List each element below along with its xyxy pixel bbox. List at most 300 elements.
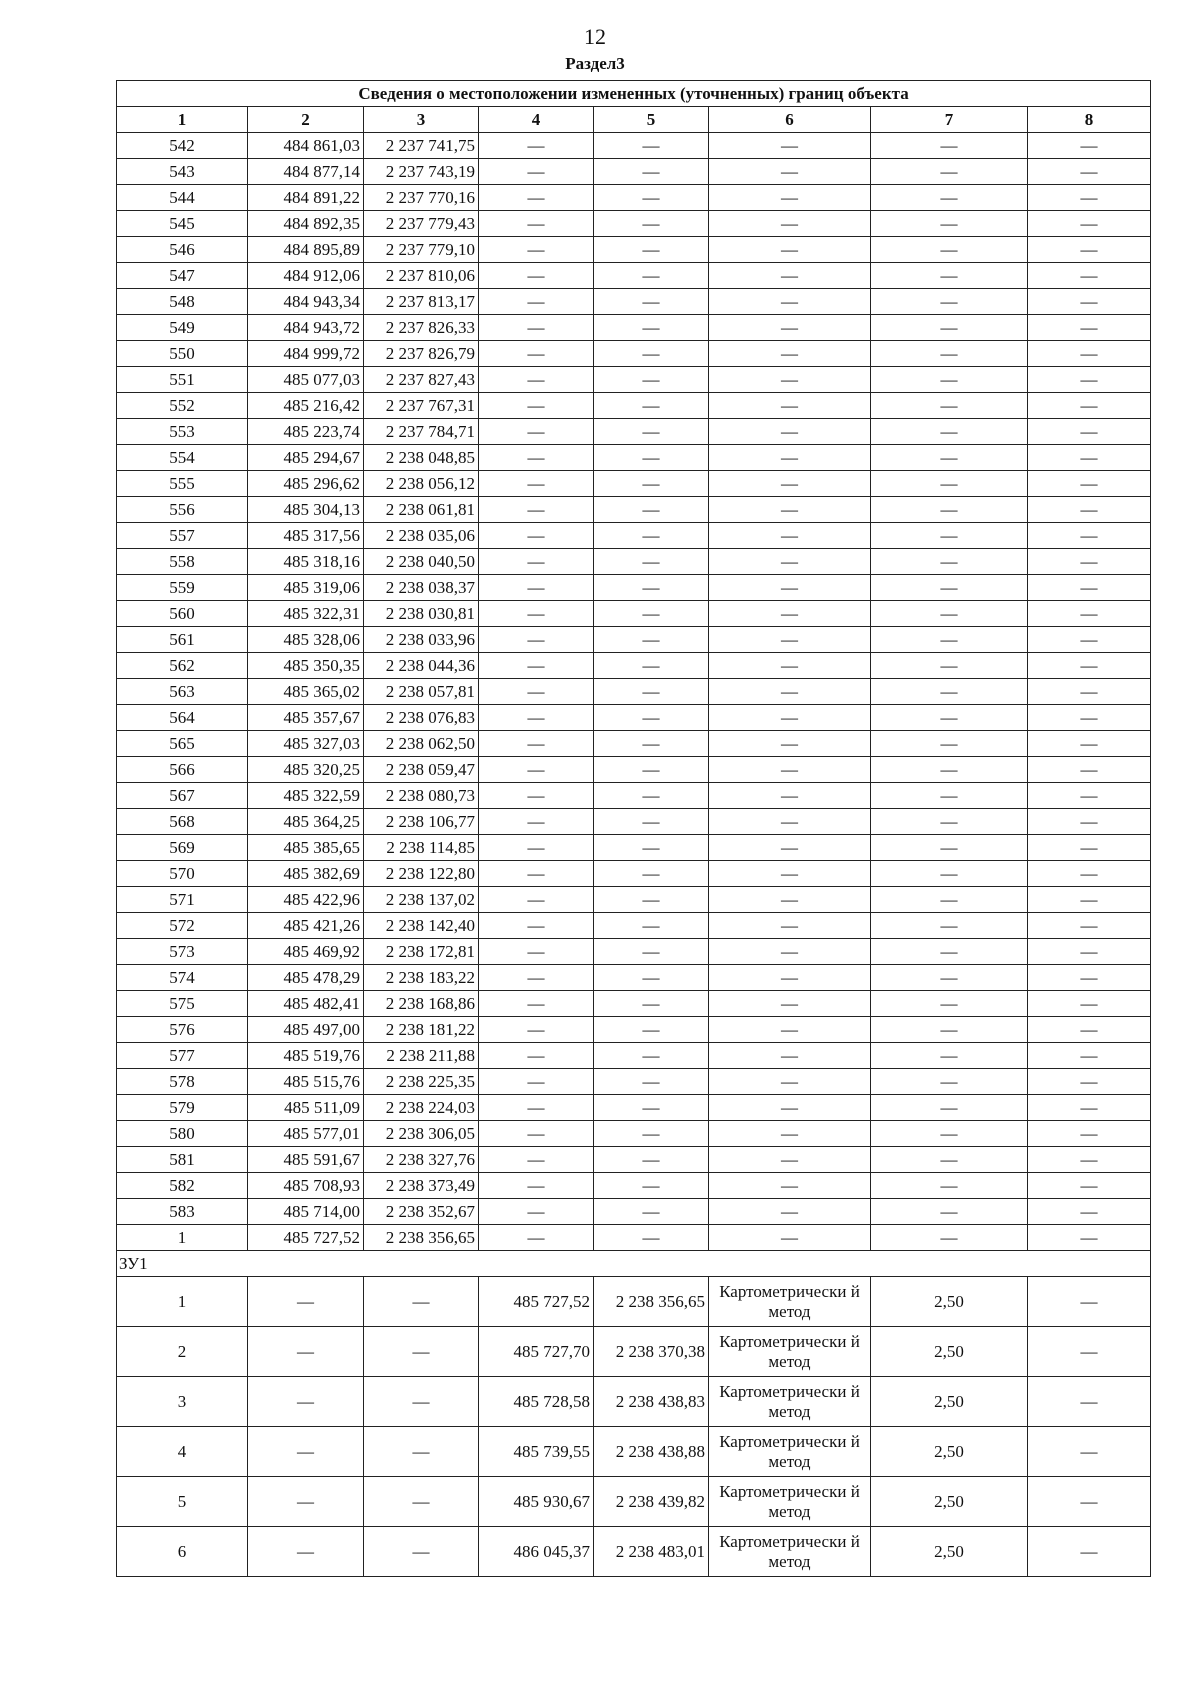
x-coordinate-cell: 484 943,72	[248, 315, 364, 341]
empty-value-cell: —	[1028, 887, 1151, 913]
x-coordinate-cell: 485 382,69	[248, 861, 364, 887]
point-number-cell: 557	[117, 523, 248, 549]
point-number-cell: 556	[117, 497, 248, 523]
empty-value-cell: —	[871, 601, 1028, 627]
empty-value-cell: —	[871, 419, 1028, 445]
table-row	[117, 211, 1151, 237]
empty-value-cell: —	[479, 419, 594, 445]
table-row	[117, 705, 1151, 731]
x-coordinate-cell: 485 318,16	[248, 549, 364, 575]
empty-value-cell: —	[1028, 1327, 1151, 1377]
table-row	[117, 991, 1151, 1017]
empty-value-cell: —	[1028, 939, 1151, 965]
point-number-cell: 563	[117, 679, 248, 705]
empty-value-cell: —	[594, 211, 709, 237]
y-coordinate-cell: 2 238 439,82	[594, 1477, 709, 1527]
x-coordinate-cell: 485 728,58	[479, 1377, 594, 1427]
point-number-cell: 5	[117, 1477, 248, 1527]
x-coordinate-cell: 484 912,06	[248, 263, 364, 289]
x-coordinate-cell: 485 478,29	[248, 965, 364, 991]
empty-value-cell: —	[479, 1017, 594, 1043]
y-coordinate-cell: 2 237 779,43	[364, 211, 479, 237]
table-row	[117, 445, 1151, 471]
empty-value-cell: —	[871, 523, 1028, 549]
empty-value-cell: —	[594, 705, 709, 731]
x-coordinate-cell: 485 296,62	[248, 471, 364, 497]
x-coordinate-cell: 485 223,74	[248, 419, 364, 445]
x-coordinate-cell: 485 577,01	[248, 1121, 364, 1147]
x-coordinate-cell: 484 877,14	[248, 159, 364, 185]
empty-value-cell: —	[479, 1121, 594, 1147]
empty-value-cell: —	[594, 809, 709, 835]
table-row	[117, 497, 1151, 523]
empty-value-cell: —	[594, 965, 709, 991]
empty-value-cell: —	[709, 939, 871, 965]
point-number-cell: 4	[117, 1427, 248, 1477]
empty-value-cell: —	[594, 1095, 709, 1121]
table-row	[117, 783, 1151, 809]
empty-value-cell: —	[1028, 575, 1151, 601]
x-coordinate-cell: 484 999,72	[248, 341, 364, 367]
empty-value-cell: —	[594, 419, 709, 445]
empty-value-cell: —	[709, 211, 871, 237]
empty-value-cell: —	[479, 393, 594, 419]
y-coordinate-cell: 2 238 059,47	[364, 757, 479, 783]
table-row	[117, 1147, 1151, 1173]
y-coordinate-cell: 2 238 211,88	[364, 1043, 479, 1069]
empty-value-cell: —	[479, 185, 594, 211]
empty-value-cell: —	[709, 1199, 871, 1225]
y-coordinate-cell: 2 238 168,86	[364, 991, 479, 1017]
empty-value-cell: —	[364, 1377, 479, 1427]
table-row	[117, 1069, 1151, 1095]
x-coordinate-cell: 485 364,25	[248, 809, 364, 835]
x-coordinate-cell: 485 216,42	[248, 393, 364, 419]
empty-value-cell: —	[871, 185, 1028, 211]
table-row	[117, 887, 1151, 913]
x-coordinate-cell: 485 322,31	[248, 601, 364, 627]
column-header: 7	[871, 107, 1028, 133]
table-row	[117, 237, 1151, 263]
y-coordinate-cell: 2 237 770,16	[364, 185, 479, 211]
empty-value-cell: —	[594, 601, 709, 627]
method-cell: Картометрически й метод	[709, 1377, 871, 1427]
empty-value-cell: —	[594, 185, 709, 211]
empty-value-cell: —	[709, 783, 871, 809]
y-coordinate-cell: 2 238 048,85	[364, 445, 479, 471]
empty-value-cell: —	[364, 1327, 479, 1377]
empty-value-cell: —	[871, 159, 1028, 185]
empty-value-cell: —	[248, 1377, 364, 1427]
point-number-cell: 573	[117, 939, 248, 965]
x-coordinate-cell: 485 708,93	[248, 1173, 364, 1199]
empty-value-cell: —	[709, 445, 871, 471]
method-cell: Картометрически й метод	[709, 1527, 871, 1577]
empty-value-cell: —	[709, 471, 871, 497]
y-coordinate-cell: 2 238 306,05	[364, 1121, 479, 1147]
table-row	[117, 315, 1151, 341]
x-coordinate-cell: 485 422,96	[248, 887, 364, 913]
empty-value-cell: —	[709, 1225, 871, 1251]
empty-value-cell: —	[709, 419, 871, 445]
empty-value-cell: —	[871, 133, 1028, 159]
point-number-cell: 562	[117, 653, 248, 679]
y-coordinate-cell: 2 238 106,77	[364, 809, 479, 835]
x-coordinate-cell: 485 739,55	[479, 1427, 594, 1477]
empty-value-cell: —	[479, 289, 594, 315]
empty-value-cell: —	[871, 549, 1028, 575]
empty-value-cell: —	[709, 575, 871, 601]
empty-value-cell: —	[479, 263, 594, 289]
empty-value-cell: —	[709, 965, 871, 991]
empty-value-cell: —	[479, 731, 594, 757]
empty-value-cell: —	[871, 1173, 1028, 1199]
empty-value-cell: —	[709, 809, 871, 835]
table-row	[117, 653, 1151, 679]
empty-value-cell: —	[479, 575, 594, 601]
empty-value-cell: —	[871, 211, 1028, 237]
x-coordinate-cell: 485 320,25	[248, 757, 364, 783]
empty-value-cell: —	[709, 159, 871, 185]
point-number-cell: 3	[117, 1377, 248, 1427]
table-row	[117, 341, 1151, 367]
point-number-cell: 567	[117, 783, 248, 809]
point-number-cell: 581	[117, 1147, 248, 1173]
empty-value-cell: —	[709, 601, 871, 627]
empty-value-cell: —	[871, 939, 1028, 965]
table-row	[117, 757, 1151, 783]
x-coordinate-cell: 485 350,35	[248, 653, 364, 679]
empty-value-cell: —	[871, 913, 1028, 939]
empty-value-cell: —	[479, 549, 594, 575]
empty-value-cell: —	[871, 315, 1028, 341]
table-row	[117, 1225, 1151, 1251]
x-coordinate-cell: 485 365,02	[248, 679, 364, 705]
empty-value-cell: —	[1028, 1017, 1151, 1043]
table-row	[117, 1377, 1151, 1427]
x-coordinate-cell: 485 515,76	[248, 1069, 364, 1095]
empty-value-cell: —	[709, 1043, 871, 1069]
column-header-row	[117, 107, 1151, 133]
empty-value-cell: —	[1028, 237, 1151, 263]
empty-value-cell: —	[1028, 653, 1151, 679]
y-coordinate-cell: 2 237 813,17	[364, 289, 479, 315]
table-row	[117, 185, 1151, 211]
empty-value-cell: —	[479, 159, 594, 185]
empty-value-cell: —	[594, 341, 709, 367]
empty-value-cell: —	[709, 627, 871, 653]
empty-value-cell: —	[1028, 133, 1151, 159]
x-coordinate-cell: 485 322,59	[248, 783, 364, 809]
table-body	[117, 81, 1151, 1577]
y-coordinate-cell: 2 237 826,33	[364, 315, 479, 341]
empty-value-cell: —	[479, 835, 594, 861]
empty-value-cell: —	[479, 887, 594, 913]
empty-value-cell: —	[871, 471, 1028, 497]
empty-value-cell: —	[1028, 861, 1151, 887]
empty-value-cell: —	[709, 185, 871, 211]
empty-value-cell: —	[1028, 159, 1151, 185]
empty-value-cell: —	[479, 783, 594, 809]
y-coordinate-cell: 2 238 056,12	[364, 471, 479, 497]
y-coordinate-cell: 2 237 784,71	[364, 419, 479, 445]
empty-value-cell: —	[1028, 1527, 1151, 1577]
table-row	[117, 133, 1151, 159]
y-coordinate-cell: 2 238 373,49	[364, 1173, 479, 1199]
table-row	[117, 471, 1151, 497]
point-number-cell: 542	[117, 133, 248, 159]
empty-value-cell: —	[479, 315, 594, 341]
table-row	[117, 1043, 1151, 1069]
column-header: 1	[117, 107, 248, 133]
table-row	[117, 1017, 1151, 1043]
empty-value-cell: —	[1028, 679, 1151, 705]
empty-value-cell: —	[1028, 757, 1151, 783]
table-row	[117, 289, 1151, 315]
y-coordinate-cell: 2 238 062,50	[364, 731, 479, 757]
point-number-cell: 551	[117, 367, 248, 393]
empty-value-cell: —	[364, 1477, 479, 1527]
empty-value-cell: —	[248, 1427, 364, 1477]
point-number-cell: 568	[117, 809, 248, 835]
x-coordinate-cell: 486 045,37	[479, 1527, 594, 1577]
x-coordinate-cell: 485 519,76	[248, 1043, 364, 1069]
empty-value-cell: —	[479, 653, 594, 679]
empty-value-cell: —	[594, 1069, 709, 1095]
empty-value-cell: —	[709, 237, 871, 263]
y-coordinate-cell: 2 237 810,06	[364, 263, 479, 289]
y-coordinate-cell: 2 238 181,22	[364, 1017, 479, 1043]
empty-value-cell: —	[871, 861, 1028, 887]
empty-value-cell: —	[709, 393, 871, 419]
y-coordinate-cell: 2 238 225,35	[364, 1069, 479, 1095]
y-coordinate-cell: 2 238 061,81	[364, 497, 479, 523]
table-row	[117, 1427, 1151, 1477]
empty-value-cell: —	[594, 523, 709, 549]
x-coordinate-cell: 485 727,52	[248, 1225, 364, 1251]
y-coordinate-cell: 2 238 137,02	[364, 887, 479, 913]
empty-value-cell: —	[594, 393, 709, 419]
empty-value-cell: —	[594, 1147, 709, 1173]
empty-value-cell: —	[479, 939, 594, 965]
method-cell: Картометрически й метод	[709, 1427, 871, 1477]
x-coordinate-cell: 484 891,22	[248, 185, 364, 211]
x-coordinate-cell: 485 482,41	[248, 991, 364, 1017]
empty-value-cell: —	[871, 965, 1028, 991]
empty-value-cell: —	[709, 1069, 871, 1095]
y-coordinate-cell: 2 237 826,79	[364, 341, 479, 367]
y-coordinate-cell: 2 238 114,85	[364, 835, 479, 861]
empty-value-cell: —	[479, 1199, 594, 1225]
empty-value-cell: —	[709, 679, 871, 705]
x-coordinate-cell: 484 895,89	[248, 237, 364, 263]
empty-value-cell: —	[479, 341, 594, 367]
empty-value-cell: —	[594, 653, 709, 679]
point-number-cell: 552	[117, 393, 248, 419]
empty-value-cell: —	[594, 1173, 709, 1199]
table-row	[117, 861, 1151, 887]
empty-value-cell: —	[1028, 965, 1151, 991]
empty-value-cell: —	[1028, 549, 1151, 575]
empty-value-cell: —	[871, 627, 1028, 653]
x-coordinate-cell: 485 727,70	[479, 1327, 594, 1377]
empty-value-cell: —	[594, 861, 709, 887]
empty-value-cell: —	[479, 705, 594, 731]
point-number-cell: 559	[117, 575, 248, 601]
empty-value-cell: —	[1028, 1199, 1151, 1225]
point-number-cell: 572	[117, 913, 248, 939]
point-number-cell: 546	[117, 237, 248, 263]
column-header: 8	[1028, 107, 1151, 133]
x-coordinate-cell: 485 421,26	[248, 913, 364, 939]
empty-value-cell: —	[1028, 1277, 1151, 1327]
point-number-cell: 578	[117, 1069, 248, 1095]
y-coordinate-cell: 2 238 122,80	[364, 861, 479, 887]
empty-value-cell: —	[1028, 341, 1151, 367]
empty-value-cell: —	[479, 1043, 594, 1069]
point-number-cell: 576	[117, 1017, 248, 1043]
empty-value-cell: —	[594, 497, 709, 523]
empty-value-cell: —	[709, 289, 871, 315]
empty-value-cell: —	[709, 367, 871, 393]
x-coordinate-cell: 485 327,03	[248, 731, 364, 757]
y-coordinate-cell: 2 238 356,65	[364, 1225, 479, 1251]
x-coordinate-cell: 484 861,03	[248, 133, 364, 159]
empty-value-cell: —	[594, 1043, 709, 1069]
empty-value-cell: —	[479, 965, 594, 991]
point-number-cell: 545	[117, 211, 248, 237]
empty-value-cell: —	[248, 1327, 364, 1377]
point-number-cell: 550	[117, 341, 248, 367]
empty-value-cell: —	[871, 1017, 1028, 1043]
table-row	[117, 913, 1151, 939]
empty-value-cell: —	[479, 471, 594, 497]
empty-value-cell: —	[594, 757, 709, 783]
y-coordinate-cell: 2 238 033,96	[364, 627, 479, 653]
table-row	[117, 679, 1151, 705]
empty-value-cell: —	[594, 1017, 709, 1043]
point-number-cell: 577	[117, 1043, 248, 1069]
table-caption: Сведения о местоположении измененных (уточненных) границ объекта	[117, 81, 1151, 107]
empty-value-cell: —	[1028, 1095, 1151, 1121]
y-coordinate-cell: 2 237 767,31	[364, 393, 479, 419]
empty-value-cell: —	[871, 393, 1028, 419]
empty-value-cell: —	[709, 1017, 871, 1043]
empty-value-cell: —	[479, 913, 594, 939]
empty-value-cell: —	[871, 1069, 1028, 1095]
empty-value-cell: —	[594, 887, 709, 913]
empty-value-cell: —	[1028, 913, 1151, 939]
x-coordinate-cell: 485 511,09	[248, 1095, 364, 1121]
column-header: 2	[248, 107, 364, 133]
empty-value-cell: —	[709, 757, 871, 783]
empty-value-cell: —	[1028, 601, 1151, 627]
empty-value-cell: —	[1028, 731, 1151, 757]
empty-value-cell: —	[479, 809, 594, 835]
point-number-cell: 570	[117, 861, 248, 887]
empty-value-cell: —	[479, 1069, 594, 1095]
table-row	[117, 159, 1151, 185]
empty-value-cell: —	[709, 913, 871, 939]
empty-value-cell: —	[1028, 1069, 1151, 1095]
empty-value-cell: —	[248, 1477, 364, 1527]
point-number-cell: 580	[117, 1121, 248, 1147]
empty-value-cell: —	[1028, 1225, 1151, 1251]
page-number: 12	[584, 24, 606, 49]
empty-value-cell: —	[364, 1277, 479, 1327]
y-coordinate-cell: 2 238 183,22	[364, 965, 479, 991]
y-coordinate-cell: 2 238 438,83	[594, 1377, 709, 1427]
accuracy-cell: 2,50	[871, 1427, 1028, 1477]
empty-value-cell: —	[871, 1095, 1028, 1121]
empty-value-cell: —	[594, 913, 709, 939]
y-coordinate-cell: 2 238 352,67	[364, 1199, 479, 1225]
empty-value-cell: —	[871, 991, 1028, 1017]
y-coordinate-cell: 2 237 827,43	[364, 367, 479, 393]
table-row	[117, 393, 1151, 419]
point-number-cell: 566	[117, 757, 248, 783]
y-coordinate-cell: 2 238 438,88	[594, 1427, 709, 1477]
empty-value-cell: —	[871, 445, 1028, 471]
empty-value-cell: —	[871, 1225, 1028, 1251]
point-number-cell: 555	[117, 471, 248, 497]
empty-value-cell: —	[364, 1527, 479, 1577]
point-number-cell: 574	[117, 965, 248, 991]
empty-value-cell: —	[594, 1225, 709, 1251]
empty-value-cell: —	[594, 133, 709, 159]
table-row	[117, 575, 1151, 601]
empty-value-cell: —	[871, 289, 1028, 315]
y-coordinate-cell: 2 238 040,50	[364, 549, 479, 575]
empty-value-cell: —	[594, 939, 709, 965]
empty-value-cell: —	[1028, 835, 1151, 861]
point-number-cell: 549	[117, 315, 248, 341]
point-number-cell: 583	[117, 1199, 248, 1225]
empty-value-cell: —	[871, 731, 1028, 757]
empty-value-cell: —	[1028, 1043, 1151, 1069]
table-row	[117, 263, 1151, 289]
empty-value-cell: —	[479, 861, 594, 887]
empty-value-cell: —	[1028, 1427, 1151, 1477]
point-number-cell: 565	[117, 731, 248, 757]
empty-value-cell: —	[709, 1121, 871, 1147]
empty-value-cell: —	[871, 835, 1028, 861]
empty-value-cell: —	[1028, 367, 1151, 393]
y-coordinate-cell: 2 238 044,36	[364, 653, 479, 679]
x-coordinate-cell: 485 319,06	[248, 575, 364, 601]
empty-value-cell: —	[1028, 419, 1151, 445]
empty-value-cell: —	[871, 1043, 1028, 1069]
point-number-cell: 6	[117, 1527, 248, 1577]
accuracy-cell: 2,50	[871, 1327, 1028, 1377]
table-row	[117, 367, 1151, 393]
table-row	[117, 549, 1151, 575]
empty-value-cell: —	[594, 783, 709, 809]
y-coordinate-cell: 2 238 224,03	[364, 1095, 479, 1121]
empty-value-cell: —	[871, 653, 1028, 679]
empty-value-cell: —	[479, 237, 594, 263]
empty-value-cell: —	[1028, 211, 1151, 237]
y-coordinate-cell: 2 238 057,81	[364, 679, 479, 705]
method-cell: Картометрически й метод	[709, 1327, 871, 1377]
point-number-cell: 560	[117, 601, 248, 627]
empty-value-cell: —	[479, 757, 594, 783]
empty-value-cell: —	[594, 991, 709, 1017]
method-cell: Картометрически й метод	[709, 1277, 871, 1327]
table-row	[117, 1199, 1151, 1225]
x-coordinate-cell: 484 943,34	[248, 289, 364, 315]
point-number-cell: 554	[117, 445, 248, 471]
